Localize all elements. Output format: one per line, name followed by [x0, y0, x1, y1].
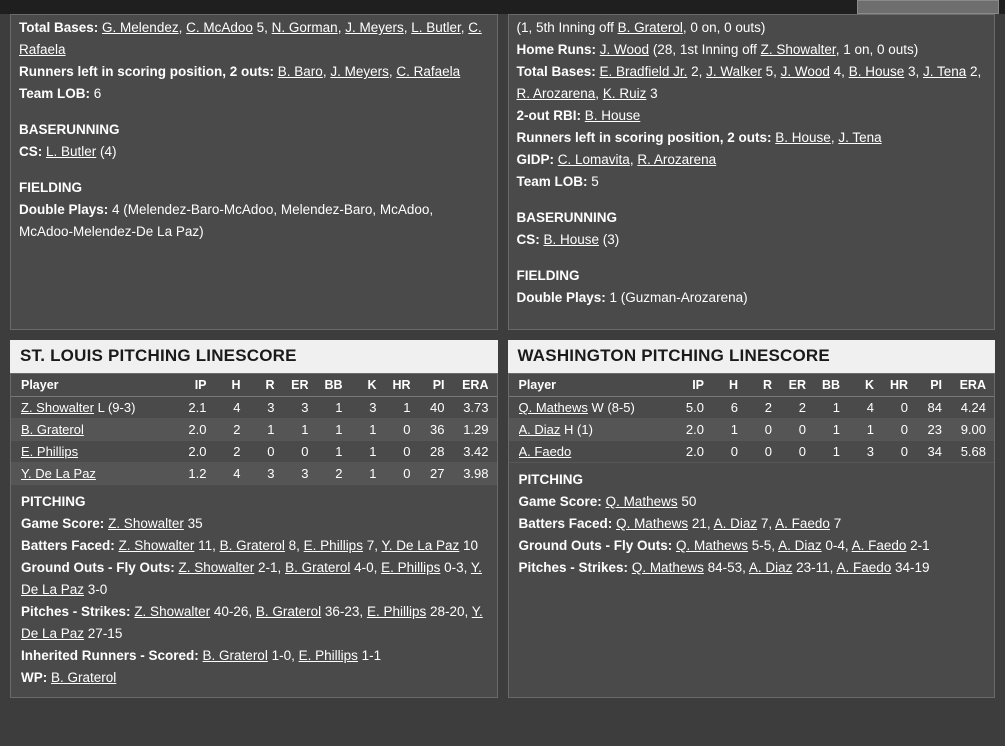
table-row[interactable] [11, 397, 497, 419]
stl-row3-ip: 1.2 [188, 466, 207, 481]
stl-row1-pi: 36 [430, 422, 445, 437]
stl-game-score-line: Game Score: Z. Showalter 35 [21, 516, 203, 531]
wsh-row2-bb: 1 [832, 444, 840, 459]
table-row[interactable] [509, 441, 995, 463]
player-decision: H (1) [564, 422, 593, 437]
stl-row3-pi: 27 [430, 466, 445, 481]
stl-col-hr: HR [392, 378, 411, 392]
wsh-pitching-notes [509, 463, 995, 587]
stl-wp-line: WP: B. Graterol [21, 670, 117, 685]
stl-team-lob-line: Team LOB: 6 [19, 86, 102, 101]
player-link[interactable]: B. Graterol [21, 422, 84, 437]
stl-row2-er: 0 [301, 444, 309, 459]
wsh-row0-hr: 0 [900, 400, 908, 415]
wsh-row0-era: 4.24 [960, 400, 986, 415]
wsh-risp-line: Runners left in scoring position, 2 outs: B. House, J. Tena [516, 130, 882, 145]
wsh-row1-h: 1 [730, 422, 738, 437]
stl-pitching-panel [10, 373, 498, 698]
stl-table-body [11, 397, 497, 485]
stl-baserunning-header: BASERUNNING [19, 122, 120, 137]
stl-row1-hr: 0 [403, 422, 411, 437]
player-decision: L (9-3) [97, 400, 136, 415]
wsh-row0-k: 4 [866, 400, 874, 415]
stl-row1-r: 1 [267, 422, 275, 437]
wsh-home-runs-line: Home Runs: J. Wood (28, 1st Inning off Z. Showalter, 1 on, 0 outs) [516, 42, 919, 57]
stl-row3-hr: 0 [403, 466, 411, 481]
stl-row0-bb: 1 [335, 400, 343, 415]
wsh-row2-k: 3 [866, 444, 874, 459]
stl-pitching-notes [11, 485, 497, 697]
stl-row3-r: 3 [267, 466, 275, 481]
stl-row1-h: 2 [233, 422, 241, 437]
wsh-row2-r: 0 [764, 444, 772, 459]
wsh-row1-ip: 2.0 [685, 422, 704, 437]
stl-row1-ip: 2.0 [188, 422, 207, 437]
stl-batters-faced-line: Batters Faced: Z. Showalter 11, B. Graterol 8, E. Phillips 7, Y. De La Paz 10 [21, 538, 479, 553]
stl-row0-r: 3 [267, 400, 275, 415]
stl-pitching-linescore-title: ST. LOUIS PITCHING LINESCORE [10, 340, 498, 373]
player-decision: W (8-5) [591, 400, 635, 415]
stl-row2-hr: 0 [403, 444, 411, 459]
wsh-gidp-line: GIDP: C. Lomavita, R. Arozarena [516, 152, 717, 167]
player-link[interactable]: Y. De La Paz [21, 466, 96, 481]
wsh-row1-era: 9.00 [960, 422, 986, 437]
stl-row2-h: 2 [233, 444, 241, 459]
wsh-total-bases-line: Total Bases: E. Bradfield Jr. 2, J. Walker 5, J. Wood 4, B. House 3, J. Tena 2, R. Arozarena, K. Ruiz 3 [516, 64, 982, 101]
batting-notes-row [0, 14, 1005, 330]
wsh-ground-fly-line: Ground Outs - Fly Outs: Q. Mathews 5-5, A. Diaz 0-4, A. Faedo 2-1 [518, 538, 930, 553]
wsh-col-ip: IP [692, 378, 704, 392]
wsh-fielding-header: FIELDING [516, 268, 580, 283]
stl-batting-notes-panel [10, 14, 498, 330]
player-link[interactable]: A. Faedo [518, 444, 572, 459]
wsh-row1-k: 1 [866, 422, 874, 437]
stl-pitching-header: PITCHING [21, 494, 86, 509]
wsh-row1-bb: 1 [832, 422, 840, 437]
stl-row0-hr: 1 [403, 400, 411, 415]
wsh-row2-ip: 2.0 [685, 444, 704, 459]
stl-row2-k: 1 [369, 444, 377, 459]
stl-col-h: H [231, 378, 241, 392]
stl-row1-er: 1 [301, 422, 309, 437]
stl-row2-bb: 1 [335, 444, 343, 459]
wsh-baserunning-header: BASERUNNING [516, 210, 618, 225]
stl-row3-bb: 2 [335, 466, 343, 481]
player-link[interactable]: E. Phillips [21, 444, 79, 459]
wsh-row0-ip: 5.0 [685, 400, 704, 415]
wsh-batters-faced-line: Batters Faced: Q. Mathews 21, A. Diaz 7, A. Faedo 7 [518, 516, 842, 531]
wsh-fielding-line: Double Plays: 1 (Guzman-Arozarena) [516, 290, 748, 305]
player-link[interactable]: Z. Showalter [21, 400, 94, 415]
wsh-row2-hr: 0 [900, 444, 908, 459]
stl-col-k: K [367, 378, 377, 392]
wsh-col-player: Player [518, 378, 557, 392]
stl-col-bb: BB [324, 378, 343, 392]
table-row[interactable] [11, 463, 497, 485]
pitching-linescore-row [0, 373, 1005, 698]
stl-row0-player[interactable] [21, 400, 173, 415]
player-link[interactable]: Q. Mathews [518, 400, 588, 415]
wsh-row0-er: 2 [798, 400, 806, 415]
stl-row0-er: 3 [301, 400, 309, 415]
stl-baserunning-line: CS: L. Butler (4) [19, 144, 117, 159]
wsh-row0-player[interactable] [519, 400, 671, 415]
wsh-row1-pi: 23 [927, 422, 942, 437]
wsh-game-score-line: Game Score: Q. Mathews 50 [518, 494, 697, 509]
wsh-row0-h: 6 [730, 400, 738, 415]
stl-table-header [11, 374, 497, 397]
table-row[interactable] [509, 419, 995, 441]
wsh-row1-player[interactable] [519, 422, 671, 437]
stl-row0-pi: 40 [430, 400, 445, 415]
stl-row0-era: 3.73 [463, 400, 489, 415]
pitching-linescore-headers [0, 340, 1005, 373]
stl-row0-h: 4 [233, 400, 241, 415]
stl-row2-ip: 2.0 [188, 444, 207, 459]
table-row[interactable] [11, 441, 497, 463]
wsh-col-bb: BB [821, 378, 840, 392]
stl-row3-player[interactable] [21, 466, 173, 481]
stl-total-bases-line: Total Bases: G. Melendez, C. McAdoo 5, N. Gorman, J. Meyers, L. Butler, C. Rafaela [19, 20, 482, 57]
stl-col-player: Player [21, 378, 59, 392]
stl-inherited-runners-line: Inherited Runners - Scored: B. Graterol 1-0, E. Phillips 1-1 [21, 648, 382, 663]
wsh-row2-pi: 34 [927, 444, 942, 459]
wsh-row1-er: 0 [798, 422, 806, 437]
wsh-row2-er: 0 [798, 444, 806, 459]
wsh-row0-bb: 1 [832, 400, 840, 415]
wsh-col-hr: HR [889, 378, 908, 392]
wsh-pitching-panel [508, 373, 996, 698]
stl-fielding-line: Double Plays: 4 (Melendez-Baro-McAdoo, Melendez-Baro, McAdoo, McAdoo-Melendez-De La Paz) [19, 202, 434, 239]
wsh-col-r: R [762, 378, 772, 392]
stl-row2-player[interactable] [21, 444, 173, 459]
stl-row1-k: 1 [369, 422, 377, 437]
table-row[interactable] [509, 397, 995, 419]
wsh-two-out-rbi-line: 2-out RBI: B. House [516, 108, 641, 123]
wsh-row2-h: 0 [730, 444, 738, 459]
wsh-top-partial-line: (1, 5th Inning off B. Graterol, 0 on, 0 outs) [516, 20, 766, 35]
stl-col-pi: PI [432, 378, 445, 392]
wsh-col-era: ERA [959, 378, 986, 392]
wsh-row1-r: 0 [764, 422, 772, 437]
stl-col-r: R [265, 378, 275, 392]
wsh-col-pi: PI [930, 378, 942, 392]
wsh-batting-notes-panel [508, 14, 996, 330]
wsh-row0-pi: 84 [927, 400, 942, 415]
stl-row2-r: 0 [267, 444, 275, 459]
topbar-search-chip[interactable] [857, 0, 999, 14]
stl-row2-pi: 28 [430, 444, 445, 459]
stl-col-ip: IP [194, 378, 207, 392]
wsh-row0-r: 2 [764, 400, 772, 415]
table-row[interactable] [11, 419, 497, 441]
stl-col-er: ER [291, 378, 309, 392]
wsh-row2-player[interactable] [519, 444, 671, 459]
stl-risp-line: Runners left in scoring position, 2 outs: B. Baro, J. Meyers, C. Rafaela [19, 64, 461, 79]
wsh-pitches-strikes-line: Pitches - Strikes: Q. Mathews 84-53, A. Diaz 23-11, A. Faedo 34-19 [518, 560, 930, 575]
stl-row1-player[interactable] [21, 422, 173, 437]
wsh-baserunning-line: CS: B. House (3) [516, 232, 620, 247]
stl-row3-er: 3 [301, 466, 309, 481]
wsh-col-h: H [728, 378, 738, 392]
stl-row2-era: 3.42 [463, 444, 489, 459]
stl-row3-h: 4 [233, 466, 241, 481]
wsh-table-body [509, 397, 995, 463]
wsh-row2-era: 5.68 [960, 444, 986, 459]
stl-row3-k: 1 [369, 466, 377, 481]
stl-col-era: ERA [462, 378, 489, 392]
stl-row0-k: 3 [369, 400, 377, 415]
window-topbar [0, 0, 1005, 14]
wsh-team-lob-line: Team LOB: 5 [516, 174, 599, 189]
wsh-pitching-header: PITCHING [518, 472, 584, 487]
wsh-col-er: ER [788, 378, 806, 392]
stl-row3-era: 3.98 [463, 466, 489, 481]
stl-row0-ip: 2.1 [188, 400, 207, 415]
stl-pitches-strikes-line: Pitches - Strikes: Z. Showalter 40-26, B. Graterol 36-23, E. Phillips 28-20, Y. De La Paz 27-15 [21, 604, 483, 641]
player-link[interactable]: A. Diaz [518, 422, 561, 437]
stl-row1-bb: 1 [335, 422, 343, 437]
stl-row1-era: 1.29 [463, 422, 489, 437]
stl-ground-fly-line: Ground Outs - Fly Outs: Z. Showalter 2-1, B. Graterol 4-0, E. Phillips 0-3, Y. De La Paz 3-0 [21, 560, 482, 597]
wsh-col-k: K [864, 378, 874, 392]
wsh-table-header [509, 374, 995, 397]
wsh-row1-hr: 0 [900, 422, 908, 437]
wsh-pitching-linescore-title: WASHINGTON PITCHING LINESCORE [508, 340, 996, 373]
stl-fielding-header: FIELDING [19, 180, 82, 195]
